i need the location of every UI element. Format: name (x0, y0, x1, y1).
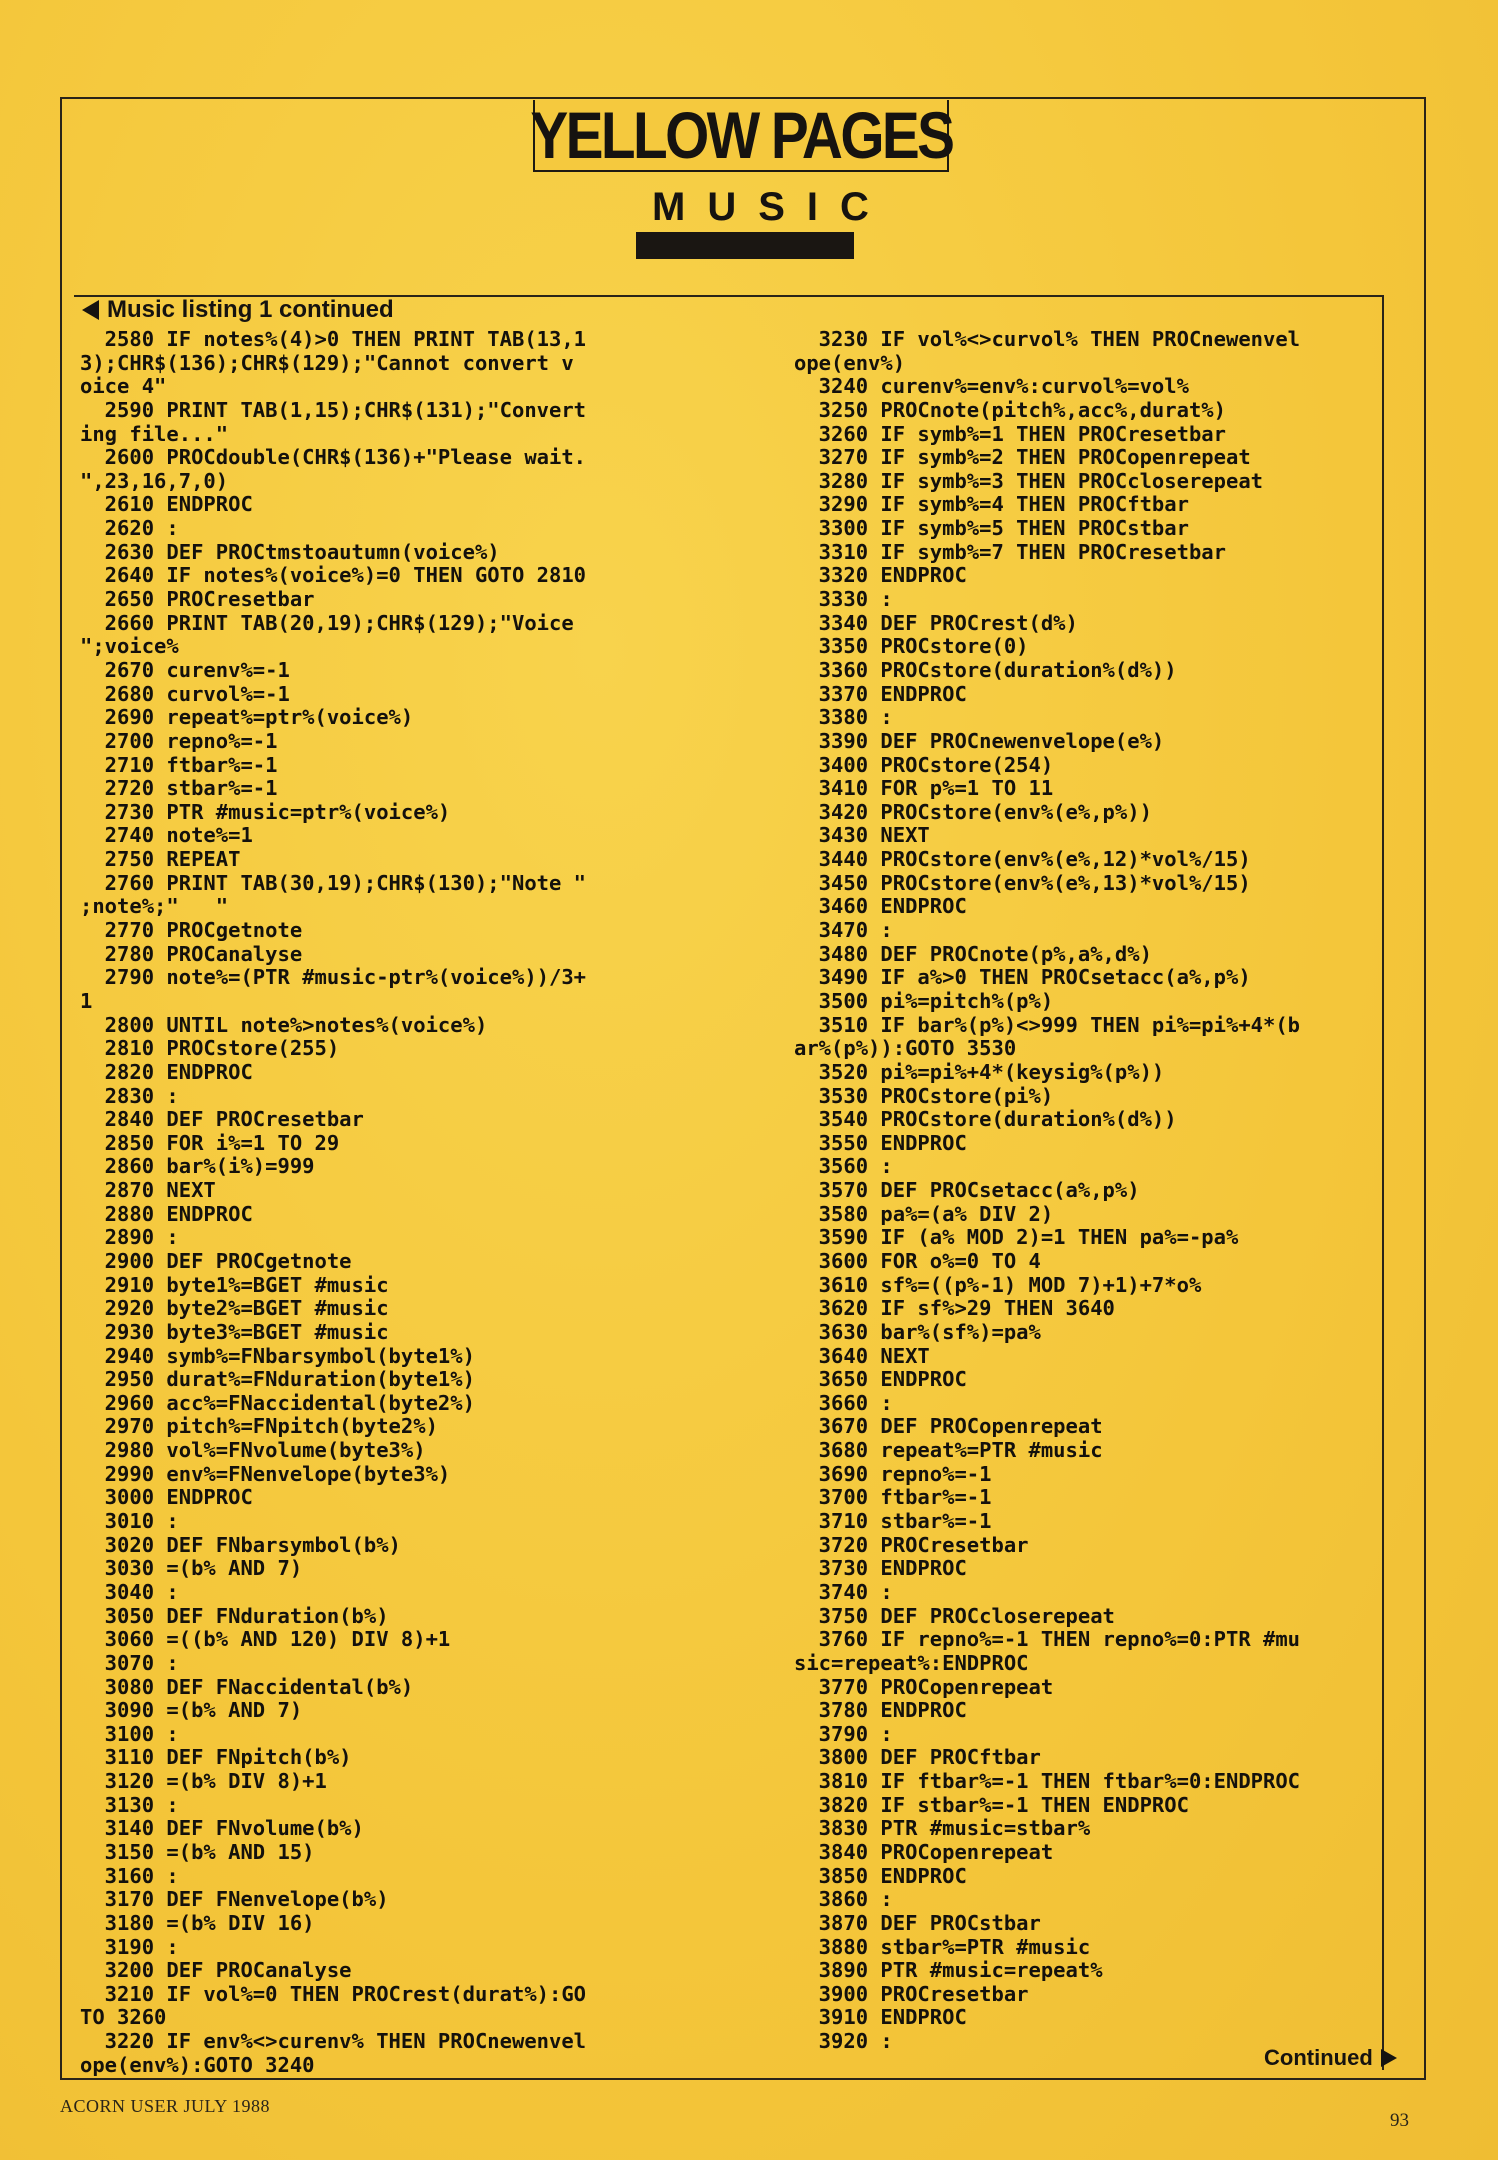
code-line: 3110 DEF FNpitch(b%) (80, 1745, 352, 1770)
code-line: 3760 IF repno%=-1 THEN repno%=0:PTR #mu (794, 1627, 1301, 1652)
code-line: 3460 ENDPROC (794, 894, 967, 919)
code-line: 2670 curenv%=-1 (80, 657, 290, 682)
code-line: ing file..." (80, 421, 229, 446)
code-line: 3030 =(b% AND 7) (80, 1556, 303, 1581)
code-line: 3150 =(b% AND 15) (80, 1840, 315, 1864)
code-line: 3390 DEF PROCnewenvelope(e%) (794, 728, 1165, 753)
code-line: 2720 stbar%=-1 (80, 776, 278, 801)
code-line: 2600 PROCdouble(CHR$(136)+"Please wait. (80, 445, 587, 470)
code-line: 3360 PROCstore(duration%(d%)) (794, 657, 1177, 682)
code-line: 3530 PROCstore(pi%) (794, 1083, 1054, 1108)
code-line: 2830 : (80, 1083, 179, 1108)
code-line: 3710 stbar%=-1 (794, 1509, 992, 1534)
page-number: 93 (1390, 2110, 1409, 2131)
code-line: 3090 =(b% AND 7) (80, 1698, 303, 1723)
code-line: 2800 UNTIL note%>notes%(voice%) (80, 1012, 488, 1037)
code-line: 3500 pi%=pitch%(p%) (794, 988, 1054, 1013)
yellow-pages-banner (529, 98, 953, 172)
code-line: 2630 DEF PROCtmstoautumn(voice%) (80, 539, 500, 564)
right-arrow-icon (1381, 2049, 1397, 2067)
code-line: 3270 IF symb%=2 THEN PROCopenrepeat (794, 445, 1251, 470)
code-line: 2810 PROCstore(255) (80, 1036, 340, 1061)
code-line: 2710 ftbar%=-1 (80, 752, 278, 777)
code-line: 2840 DEF PROCresetbar (80, 1107, 364, 1132)
code-line: 2950 durat%=FNduration(byte1%) (80, 1367, 475, 1392)
section-title: MUSIC (652, 185, 891, 229)
code-line: 3400 PROCstore(254) (794, 752, 1054, 777)
code-line: 3780 ENDPROC (794, 1698, 967, 1723)
code-line: 3170 DEF FNenvelope(b%) (80, 1887, 389, 1912)
code-line: 3380 : (794, 705, 893, 730)
code-line: 3870 DEF PROCstbar (794, 1910, 1041, 1935)
code-line: 3740 : (794, 1579, 893, 1604)
code-line: 2930 byte3%=BGET #music (80, 1319, 389, 1344)
footer-publication: ACORN USER JULY 1988 (60, 2096, 271, 2116)
code-line: 2850 FOR i%=1 TO 29 (80, 1130, 340, 1155)
code-line: ope(env%) (794, 350, 906, 375)
code-line: 3240 curenv%=env%:curvol%=vol% (794, 374, 1189, 399)
code-line: 3040 : (80, 1579, 179, 1604)
code-line: 3480 DEF PROCnote(p%,a%,d%) (794, 941, 1152, 966)
code-line: 3080 DEF FNaccidental(b%) (80, 1674, 414, 1699)
code-line: 3910 ENDPROC (794, 2005, 967, 2030)
code-line: 2700 repno%=-1 (80, 728, 278, 753)
code-line: ";voice% (80, 634, 179, 659)
code-line: 3020 DEF FNbarsymbol(b%) (80, 1532, 401, 1557)
code-line: 3160 : (80, 1863, 179, 1888)
code-line: 2900 DEF PROCgetnote (80, 1248, 352, 1273)
code-line: 3560 : (794, 1154, 893, 1179)
code-line: 3280 IF symb%=3 THEN PROCcloserepeat (794, 468, 1263, 493)
code-line: 3580 pa%=(a% DIV 2) (794, 1201, 1054, 1226)
code-line: 3660 : (794, 1390, 893, 1415)
code-line: 3420 PROCstore(env%(e%,p%)) (794, 799, 1152, 824)
code-line: 2910 byte1%=BGET #music (80, 1272, 389, 1297)
code-line: 2650 PROCresetbar (80, 587, 315, 612)
code-line: 3470 : (794, 918, 893, 943)
code-line: 3250 PROCnote(pitch%,acc%,durat%) (794, 397, 1226, 422)
code-line: 3550 ENDPROC (794, 1130, 967, 1155)
code-line: 3860 : (794, 1887, 893, 1912)
code-line: 3610 sf%=((p%-1) MOD 7)+1)+7*o% (794, 1272, 1202, 1297)
code-line: 2860 bar%(i%)=999 (80, 1154, 315, 1179)
code-line: 2770 PROCgetnote (80, 918, 303, 943)
code-line: 3050 DEF FNduration(b%) (80, 1603, 389, 1628)
code-line: 3670 DEF PROCopenrepeat (794, 1414, 1103, 1439)
code-line: 3700 ftbar%=-1 (794, 1485, 992, 1510)
code-line: 2580 IF notes%(4)>0 THEN PRINT TAB(13,1 (80, 327, 587, 351)
continued-text: Continued (1264, 2045, 1373, 2070)
code-line: 3590 IF (a% MOD 2)=1 THEN pa%=-pa% (794, 1225, 1239, 1250)
code-line: 3640 NEXT (794, 1343, 930, 1368)
code-line: 3890 PTR #music=repeat% (794, 1958, 1103, 1983)
code-line: 3);CHR$(136);CHR$(129);"Cannot convert v (80, 350, 574, 375)
code-line: 3190 : (80, 1934, 179, 1959)
code-line: 3720 PROCresetbar (794, 1532, 1029, 1557)
code-line: 3620 IF sf%>29 THEN 3640 (794, 1296, 1115, 1321)
section-underline-bar (636, 232, 854, 259)
code-line: 3410 FOR p%=1 TO 11 (794, 776, 1054, 801)
code-line: 2920 byte2%=BGET #music (80, 1296, 389, 1321)
code-line: 3880 stbar%=PTR #music (794, 1934, 1091, 1959)
code-line: 3330 : (794, 587, 893, 612)
code-line: 3010 : (80, 1509, 179, 1534)
code-line: 2590 PRINT TAB(1,15);CHR$(131);"Convert (80, 397, 587, 422)
listing-heading-text: Music listing 1 continued (107, 296, 394, 323)
code-line: 3680 repeat%=PTR #music (794, 1438, 1103, 1463)
code-line: 3690 repno%=-1 (794, 1461, 992, 1486)
code-line: 3120 =(b% DIV 8)+1 (80, 1769, 327, 1794)
code-column-left (80, 328, 680, 2077)
code-line: 3000 ENDPROC (80, 1485, 253, 1510)
code-line: 3300 IF symb%=5 THEN PROCstbar (794, 516, 1189, 541)
listing-heading (82, 292, 394, 328)
code-line: 3830 PTR #music=stbar% (794, 1816, 1091, 1841)
code-line: 2620 : (80, 516, 179, 541)
code-line: 2790 note%=(PTR #music-ptr%(voice%))/3+ (80, 965, 587, 990)
code-line: 3210 IF vol%=0 THEN PROCrest(durat%):GO (80, 1981, 587, 2006)
code-line: 2820 ENDPROC (80, 1059, 253, 1084)
code-line: 3180 =(b% DIV 16) (80, 1910, 315, 1935)
banner-title: YELLOW PAGES (529, 98, 953, 172)
code-line: 3800 DEF PROCftbar (794, 1745, 1041, 1770)
code-line: 3510 IF bar%(p%)<>999 THEN pi%=pi%+4*(b (794, 1012, 1301, 1037)
code-line: 2680 curvol%=-1 (80, 681, 290, 706)
code-line: 3100 : (80, 1721, 179, 1746)
code-line: oice 4" (80, 374, 167, 399)
code-line: 1 (80, 988, 93, 1013)
code-line: 3070 : (80, 1650, 179, 1675)
code-line: 2990 env%=FNenvelope(byte3%) (80, 1461, 451, 1486)
code-line: 2870 NEXT (80, 1178, 216, 1203)
code-line: 2730 PTR #music=ptr%(voice%) (80, 799, 451, 824)
code-line: 2780 PROCanalyse (80, 941, 303, 966)
code-line: 2750 REPEAT (80, 847, 241, 872)
code-line: 3130 : (80, 1792, 179, 1817)
code-line: 3790 : (794, 1721, 893, 1746)
code-line: 3450 PROCstore(env%(e%,13)*vol%/15) (794, 870, 1251, 895)
code-line: 2690 repeat%=ptr%(voice%) (80, 705, 414, 730)
left-arrow-icon (82, 300, 99, 320)
code-line: 3600 FOR o%=0 TO 4 (794, 1248, 1041, 1273)
code-line: 3540 PROCstore(duration%(d%)) (794, 1107, 1177, 1132)
code-line: 3310 IF symb%=7 THEN PROCresetbar (794, 539, 1226, 564)
code-line: 3630 bar%(sf%)=pa% (794, 1319, 1041, 1344)
code-line: 3060 =((b% AND 120) DIV 8)+1 (80, 1627, 451, 1652)
code-line: 3430 NEXT (794, 823, 930, 848)
code-line: 2970 pitch%=FNpitch(byte2%) (80, 1414, 438, 1439)
code-column-right (794, 328, 1364, 2054)
code-line: 2890 : (80, 1225, 179, 1250)
code-line: 3220 IF env%<>curenv% THEN PROCnewenvel (80, 2029, 587, 2054)
code-line: ;note%;" " (80, 894, 229, 919)
code-line: ",23,16,7,0) (80, 468, 229, 493)
code-line: 2960 acc%=FNaccidental(byte2%) (80, 1390, 475, 1415)
code-line: 3140 DEF FNvolume(b%) (80, 1816, 364, 1841)
code-line: 3490 IF a%>0 THEN PROCsetacc(a%,p%) (794, 965, 1251, 990)
code-line: 2660 PRINT TAB(20,19);CHR$(129);"Voice (80, 610, 574, 635)
code-line: 3350 PROCstore(0) (794, 634, 1029, 659)
code-line: 3520 pi%=pi%+4*(keysig%(p%)) (794, 1059, 1165, 1084)
code-line: 3570 DEF PROCsetacc(a%,p%) (794, 1178, 1140, 1203)
code-line: 3820 IF stbar%=-1 THEN ENDPROC (794, 1792, 1189, 1817)
code-line: 3900 PROCresetbar (794, 1981, 1029, 2006)
code-line: 3770 PROCopenrepeat (794, 1674, 1054, 1699)
code-line: 3850 ENDPROC (794, 1863, 967, 1888)
code-line: ar%(p%)):GOTO 3530 (794, 1036, 1017, 1061)
code-line: 2980 vol%=FNvolume(byte3%) (80, 1438, 426, 1463)
code-line: sic=repeat%:ENDPROC (794, 1650, 1029, 1675)
code-line: TO 3260 (80, 2005, 167, 2030)
code-line: 2610 ENDPROC (80, 492, 253, 517)
code-line: 3840 PROCopenrepeat (794, 1840, 1054, 1864)
code-line: 2740 note%=1 (80, 823, 253, 848)
code-line: 3260 IF symb%=1 THEN PROCresetbar (794, 421, 1226, 446)
code-line: 3440 PROCstore(env%(e%,12)*vol%/15) (794, 847, 1251, 872)
code-line: 3750 DEF PROCcloserepeat (794, 1603, 1115, 1628)
code-line: 3730 ENDPROC (794, 1556, 967, 1581)
code-line: 3370 ENDPROC (794, 681, 967, 706)
code-line: 3320 ENDPROC (794, 563, 967, 588)
code-line: 2940 symb%=FNbarsymbol(byte1%) (80, 1343, 475, 1368)
continued-marker (1264, 2045, 1397, 2071)
code-line: 3200 DEF PROCanalyse (80, 1958, 352, 1983)
code-line: 3230 IF vol%<>curvol% THEN PROCnewenvel (794, 327, 1301, 351)
code-line: 3340 DEF PROCrest(d%) (794, 610, 1078, 635)
code-line: 3810 IF ftbar%=-1 THEN ftbar%=0:ENDPROC (794, 1769, 1301, 1794)
code-line: 3650 ENDPROC (794, 1367, 967, 1392)
code-line: 2640 IF notes%(voice%)=0 THEN GOTO 2810 (80, 563, 587, 588)
code-line: 2760 PRINT TAB(30,19);CHR$(130);"Note " (80, 870, 587, 895)
code-line: 3920 : (794, 2029, 893, 2054)
code-line: ope(env%):GOTO 3240 (80, 2052, 315, 2077)
code-line: 3290 IF symb%=4 THEN PROCftbar (794, 492, 1189, 517)
code-line: 2880 ENDPROC (80, 1201, 253, 1226)
